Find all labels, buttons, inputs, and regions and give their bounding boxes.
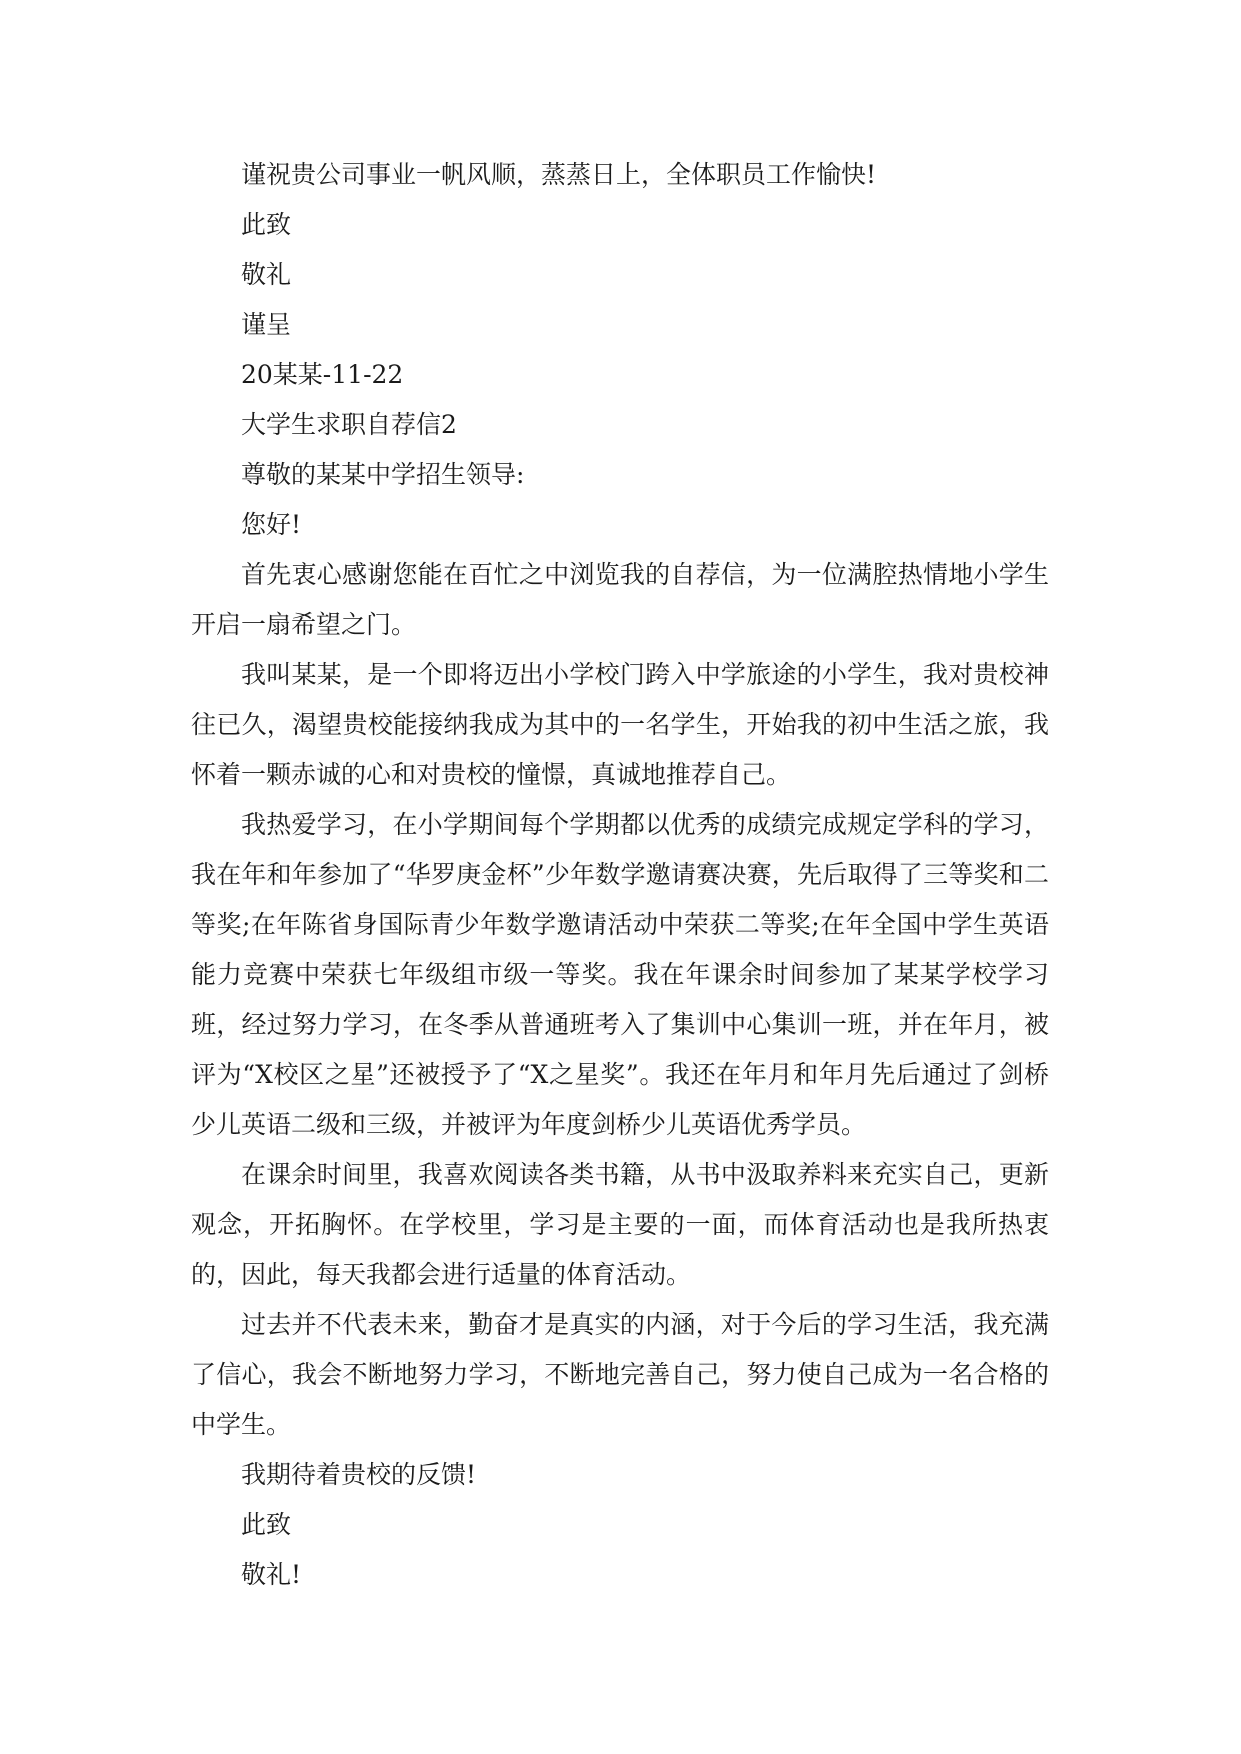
closing-line: 此致 <box>241 210 292 239</box>
submitted-line: 谨呈 <box>241 310 292 339</box>
paragraph-intro: 我叫某某，是一个即将迈出小学校门跨入中学旅途的小学生，我对贵校神往已久，渴望贵校能接纳我成为其中的一名学生，开始我的初中生活之旅，我怀着一颗赤诚的心和对贵校的憧憬，真诚地推荐自己。 <box>191 660 1049 789</box>
wish-line: 谨祝贵公司事业一帆风顺，蒸蒸日上，全体职员工作愉快! <box>241 160 877 189</box>
paragraph-achievements: 我热爱学习，在小学期间每个学期都以优秀的成绩完成规定学科的学习，我在年和年参加了“华罗庚金杯”少年数学邀请赛决赛，先后取得了三等奖和二等奖;在年陈省身国际青少年数学邀请活动中荣获二等奖;在年全国中学生英语能力竞赛中荣获七年级组市级一等奖。我在年课余时间参加了某某学校学习班，经过努力学习，在冬季从普通班考入了集训中心集训一班，并在年月，被评为“X校区之星”还被授予了“X之星奖”。我还在年月和年月先后通过了剑桥少儿英语二级和三级，并被评为年度剑桥少儿英语优秀学员。 <box>191 810 1049 1139</box>
paragraph-future: 过去并不代表未来，勤奋才是真实的内涵，对于今后的学习生活，我充满了信心，我会不断地努力学习，不断地完善自己，努力使自己成为一名合格的中学生。 <box>191 1310 1049 1439</box>
salutation-line-2: 敬礼! <box>241 1560 302 1589</box>
salutation-line: 敬礼 <box>241 260 292 289</box>
greeting-line: 您好! <box>241 510 302 539</box>
date-line: 20某某-11-22 <box>241 360 404 389</box>
addressee-line: 尊敬的某某中学招生领导: <box>241 460 525 489</box>
expectation-line: 我期待着贵校的反馈! <box>241 1460 477 1489</box>
section-heading: 大学生求职自荐信2 <box>241 410 457 439</box>
paragraph-hobbies: 在课余时间里，我喜欢阅读各类书籍，从书中汲取养料来充实自己，更新观念，开拓胸怀。在学校里，学习是主要的一面，而体育活动也是我所热衷的，因此，每天我都会进行适量的体育活动。 <box>191 1160 1049 1289</box>
paragraph-thanks: 首先衷心感谢您能在百忙之中浏览我的自荐信，为一位满腔热情地小学生开启一扇希望之门。 <box>191 560 1049 639</box>
closing-line-2: 此致 <box>241 1510 292 1539</box>
letter-body <box>191 150 1049 1600</box>
